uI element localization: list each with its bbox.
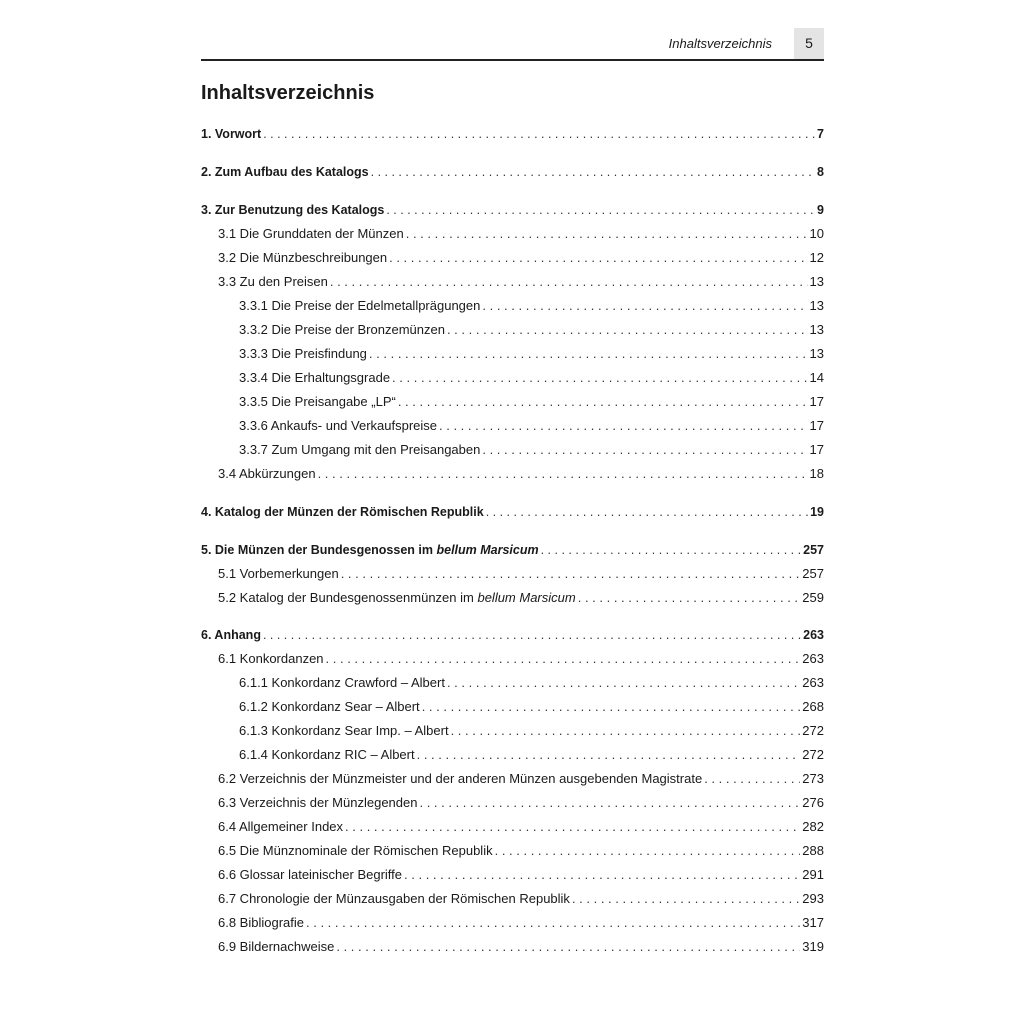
page-title: Inhaltsverzeichnis	[201, 82, 375, 104]
toc-entry-label: 6.3 Verzeichnis der Münzlegenden	[218, 795, 418, 810]
toc-entry-label: 6.1 Konkordanzen	[218, 651, 324, 666]
toc-entry-page: 13	[809, 274, 824, 289]
toc-entry-label: 6.8 Bibliografie	[218, 915, 304, 930]
toc-entry[interactable]	[201, 719, 824, 739]
dot-leader	[417, 747, 801, 763]
toc-entry-italic: bellum Marsicum	[477, 590, 576, 605]
toc-entry[interactable]	[201, 414, 824, 434]
toc-entry-page: 9	[817, 203, 824, 217]
toc-entry[interactable]	[201, 246, 824, 266]
toc-entry-page: 268	[802, 699, 824, 714]
dot-leader	[341, 566, 801, 582]
toc-entry-page: 17	[809, 394, 824, 409]
toc-entry-italic: bellum Marsicum	[436, 543, 539, 557]
dot-leader	[263, 126, 815, 142]
toc-entry-page: 13	[809, 322, 824, 337]
dot-leader	[419, 795, 800, 811]
dot-leader	[486, 504, 808, 520]
toc-entry-label: 3.3.6 Ankaufs- und Verkaufspreise	[239, 418, 438, 433]
running-title: Inhaltsverzeichnis	[668, 36, 772, 51]
dot-leader	[345, 819, 800, 835]
toc-entry[interactable]	[201, 695, 824, 715]
toc-entry-label: 6.1.1 Konkordanz Crawford – Albert	[239, 675, 445, 690]
dot-leader	[541, 542, 802, 558]
toc-entry-page: 317	[802, 915, 824, 930]
toc-entry[interactable]	[201, 462, 824, 482]
toc-entry[interactable]	[201, 791, 824, 811]
toc-entry[interactable]	[201, 623, 824, 643]
toc-entry-page: 259	[802, 590, 824, 605]
toc-entry-page: 273	[802, 771, 824, 786]
toc-entry-page: 263	[803, 628, 824, 642]
toc-entry[interactable]	[201, 318, 824, 338]
dot-leader	[572, 891, 800, 907]
dot-leader	[326, 651, 801, 667]
toc-entry-page: 291	[802, 867, 824, 882]
toc-entry-page: 319	[802, 939, 824, 954]
toc-entry-page: 12	[809, 250, 824, 265]
page-header	[201, 28, 824, 61]
toc-entry[interactable]	[201, 538, 824, 558]
toc-entry-page: 17	[809, 442, 824, 457]
toc-entry-label: 6.9 Bildernachweise	[218, 939, 335, 954]
toc-entry-label: 6.7 Chronologie der Münzausgaben der Römischen Republik	[218, 891, 570, 906]
toc-entry-page: 257	[803, 543, 824, 557]
toc-entry[interactable]	[201, 863, 824, 883]
toc-entry-page: 272	[802, 747, 824, 762]
dot-leader	[495, 843, 801, 859]
toc-entry-page: 288	[802, 843, 824, 858]
toc-entry[interactable]	[201, 887, 824, 907]
toc-entry-label: 3.3 Zu den Preisen	[218, 274, 328, 289]
dot-leader	[447, 322, 808, 338]
toc-entry-label: 6.6 Glossar lateinischer Begriffe	[218, 867, 403, 882]
toc-entry-label: 3.1 Die Grunddaten der Münzen	[218, 226, 404, 241]
dot-leader	[451, 723, 801, 739]
toc-entry-label: 5.1 Vorbemerkungen	[218, 566, 339, 581]
toc-entry[interactable]	[201, 500, 824, 520]
toc-entry-page: 282	[802, 819, 824, 834]
dot-leader	[482, 442, 807, 458]
toc-entry[interactable]	[201, 767, 824, 787]
toc-entry-label: 4. Katalog der Münzen der Römischen Republik	[201, 505, 484, 519]
toc-entry-label: 3.3.2 Die Preise der Bronzemünzen	[239, 322, 445, 337]
toc-entry-page: 18	[809, 466, 824, 481]
toc-entry[interactable]	[201, 586, 824, 606]
dot-leader	[263, 627, 801, 643]
toc-entry[interactable]	[201, 294, 824, 314]
toc-entry-page: 17	[809, 418, 824, 433]
toc-entry[interactable]	[201, 160, 824, 180]
toc-entry[interactable]	[201, 671, 824, 691]
toc-entry[interactable]	[201, 935, 824, 955]
dot-leader	[306, 915, 800, 931]
toc-entry-label: 3.3.3 Die Preisfindung	[239, 346, 367, 361]
toc-entry[interactable]	[201, 647, 824, 667]
toc-entry[interactable]	[201, 122, 824, 142]
toc-entry-page: 13	[809, 346, 824, 361]
toc-entry-label: 3.3.1 Die Preise der Edelmetallprägungen	[239, 298, 481, 313]
toc-entry-label: 3.4 Abkürzungen	[218, 466, 316, 481]
toc-entry[interactable]	[201, 342, 824, 362]
dot-leader	[386, 202, 815, 218]
dot-leader	[704, 771, 800, 787]
dot-leader	[406, 226, 808, 242]
toc-entry-label: 6.2 Verzeichnis der Münzmeister und der anderen Münzen ausgebenden Magistrate	[218, 771, 703, 786]
toc-entry[interactable]	[201, 222, 824, 242]
toc-entry-label: 5. Die Münzen der Bundesgenossen im bellum Marsicum	[201, 543, 539, 557]
toc-entry-label: 3.3.5 Die Preisangabe „LP“	[239, 394, 396, 409]
dot-leader	[439, 418, 808, 434]
toc-entry[interactable]	[201, 839, 824, 859]
toc-entry-label: 6.1.2 Konkordanz Sear – Albert	[239, 699, 420, 714]
dot-leader	[330, 274, 808, 290]
dot-leader	[404, 867, 800, 883]
dot-leader	[447, 675, 800, 691]
toc-entry[interactable]	[201, 438, 824, 458]
toc-entry-page: 272	[802, 723, 824, 738]
toc-entry-label: 2. Zum Aufbau des Katalogs	[201, 165, 369, 179]
dot-leader	[578, 590, 801, 606]
toc-entry-page: 8	[817, 165, 824, 179]
dot-leader	[369, 346, 808, 362]
dot-leader	[318, 466, 808, 482]
toc-entry-page: 14	[809, 370, 824, 385]
toc-entry-page: 276	[802, 795, 824, 810]
toc-entry[interactable]	[201, 198, 824, 218]
dot-leader	[422, 699, 801, 715]
toc-entry-page: 19	[810, 505, 824, 519]
dot-leader	[389, 250, 807, 266]
dot-leader	[392, 370, 807, 386]
toc-entry-label: 3.3.7 Zum Umgang mit den Preisangaben	[239, 442, 481, 457]
toc-entry-page: 293	[802, 891, 824, 906]
page-number: 5	[794, 28, 824, 59]
toc-entry[interactable]	[201, 562, 824, 582]
toc-entry[interactable]	[201, 815, 824, 835]
toc-entry-page: 257	[802, 566, 824, 581]
toc-entry-label: 6.4 Allgemeiner Index	[218, 819, 344, 834]
toc-entry-label: 6.1.3 Konkordanz Sear Imp. – Albert	[239, 723, 449, 738]
toc-entry-page: 13	[809, 298, 824, 313]
toc-entry-label: 6.1.4 Konkordanz RIC – Albert	[239, 747, 415, 762]
toc-entry-label: 5.2 Katalog der Bundesgenossenmünzen im bellum Marsicum	[218, 590, 576, 605]
dot-leader	[336, 939, 800, 955]
toc-entry[interactable]	[201, 390, 824, 410]
toc-entry-label: 3.2 Die Münzbeschreibungen	[218, 250, 388, 265]
toc-entry-page: 7	[817, 127, 824, 141]
toc-entry-page: 10	[809, 226, 824, 241]
toc-entry-label: 6.5 Die Münznominale der Römischen Republik	[218, 843, 493, 858]
dot-leader	[371, 164, 815, 180]
toc-entry[interactable]	[201, 911, 824, 931]
toc-entry-label: 6. Anhang	[201, 628, 261, 642]
toc-entry-page: 263	[802, 675, 824, 690]
toc-entry-label: 3. Zur Benutzung des Katalogs	[201, 203, 385, 217]
toc-entry-label: 1. Vorwort	[201, 127, 262, 141]
toc-entry[interactable]	[201, 366, 824, 386]
toc-entry[interactable]	[201, 743, 824, 763]
dot-leader	[398, 394, 808, 410]
toc-entry[interactable]	[201, 270, 824, 290]
dot-leader	[482, 298, 807, 314]
toc-entry-label: 3.3.4 Die Erhaltungsgrade	[239, 370, 391, 385]
toc-entry-page: 263	[802, 651, 824, 666]
